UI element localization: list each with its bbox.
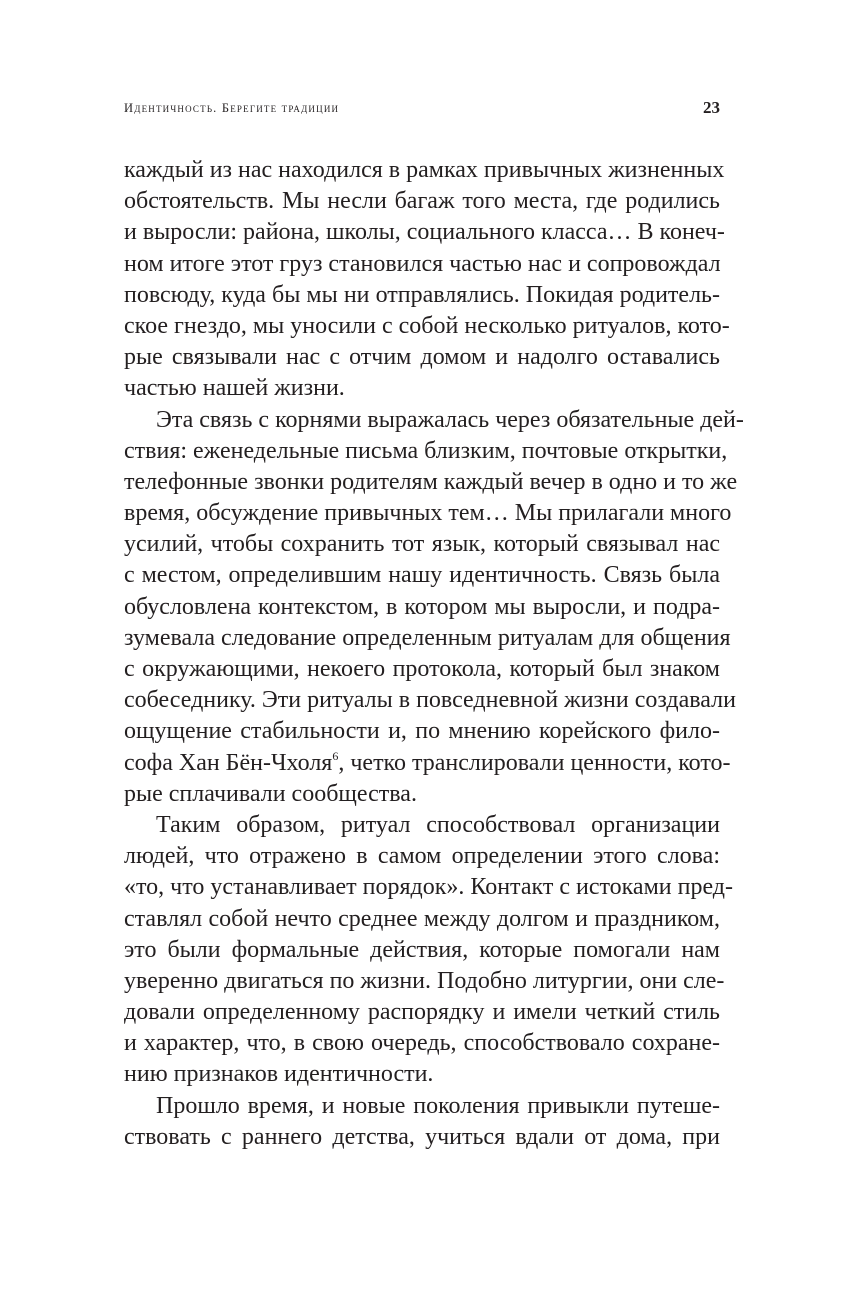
text-line: ном итоге этот груз становился частью нас и сопровождал (124, 250, 721, 277)
text-line: с окружающими, некоего протокола, который был знаком (124, 656, 720, 682)
text-line: и характер, что, в свою очередь, способствовало сохране- (124, 1030, 720, 1057)
text-line: частью нашей жизни. (124, 375, 345, 402)
body-text (124, 155, 744, 1153)
text-segment: , четко транслировали ценности, кото- (338, 749, 731, 776)
text-line: и выросли: района, школы, социального класса… В конеч- (124, 219, 725, 246)
text-line: довали определенному распорядку и имели четкий стиль (124, 999, 720, 1026)
footnote-reference[interactable]: 6 (332, 748, 339, 763)
text-line: ствовать с раннего детства, учиться вдали от дома, при (124, 1123, 720, 1150)
text-line: уверенно двигаться по жизни. Подобно литургии, они сле- (124, 967, 725, 994)
text-line: телефонные звонки родителям каждый вечер в одно и то же (124, 468, 738, 495)
page-number: 23 (703, 98, 720, 117)
text-line: обстоятельств. Мы несли багаж того места, где родились (124, 188, 720, 215)
text-line: ствия: еженедельные письма близким, почтовые открытки, (124, 437, 728, 464)
text-line: Прошло время, и новые поколения привыкли путеше- (156, 1092, 720, 1119)
text-line: собеседнику. Эти ритуалы в повседневной жизни создавали (124, 687, 736, 714)
text-line: нию признаков идентичности. (124, 1061, 434, 1088)
text-line: Таким образом, ритуал способствовал организации (156, 811, 720, 838)
text-line: рые связывали нас с отчим домом и надолго оставались (124, 344, 720, 371)
text-line: Эта связь с корнями выражалась через обязательные дей- (156, 406, 744, 433)
text-line: ставлял собой нечто среднее между долгом и праздником, (124, 905, 720, 932)
running-header-title: Идентичность. Берегите традиции (124, 101, 340, 115)
text-line: это были формальные действия, которые помогали нам (124, 936, 720, 963)
text-line: ощущение стабильности и, по мнению корейского фило- (124, 718, 720, 745)
text-line: обусловлена контекстом, в котором мы выросли, и подра- (124, 593, 720, 620)
text-line: зумевала следование определенным ритуалам для общения (124, 624, 731, 651)
text-line: «то, что устанавливает порядок». Контакт с истоками пред- (124, 874, 733, 901)
text-line: людей, что отражено в самом определении этого слова: (124, 843, 720, 870)
text-line: время, обсуждение привычных тем… Мы прилагали много (124, 500, 732, 527)
text-line: усилий, чтобы сохранить тот язык, который связывал нас (124, 531, 720, 558)
text-line: рые сплачивали сообщества. (124, 780, 417, 807)
footnote-text-line (124, 748, 731, 779)
text-line: повсюду, куда бы мы ни отправлялись. Покидая родитель- (124, 281, 720, 308)
text-line: ское гнездо, мы уносили с собой несколько ритуалов, кото- (124, 312, 730, 339)
text-line: с местом, определившим нашу идентичность. Связь была (124, 562, 720, 589)
text-line: каждый из нас находился в рамках привычных жизненных (124, 157, 725, 183)
text-segment: софа Хан Бён-Чхоля (124, 749, 333, 776)
